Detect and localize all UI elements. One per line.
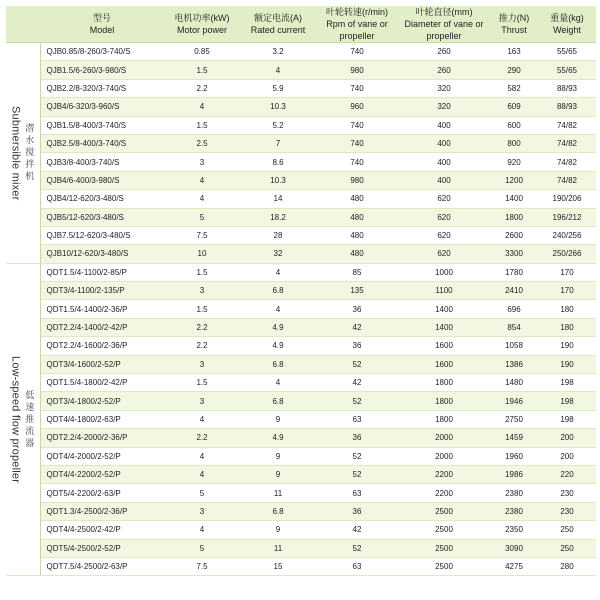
cell-weight: 170	[538, 282, 596, 300]
cell-rpm: 36	[316, 429, 398, 447]
table-row	[6, 300, 596, 318]
table-row	[6, 263, 596, 281]
cell-rated-current: 7	[240, 134, 316, 152]
group-label-zh: 低速推流器	[24, 389, 35, 450]
cell-motor-power: 1.5	[164, 300, 240, 318]
cell-model: QJB2.2/8-320/3-740/S	[40, 79, 164, 97]
cell-model: QDT2.2/4-1600/2-36/P	[40, 337, 164, 355]
group-label-zh: 潜水搅拌机	[24, 122, 35, 183]
cell-model: QJB3/8-400/3-740/S	[40, 153, 164, 171]
cell-model: QDT1.5/4-1800/2-42/P	[40, 374, 164, 392]
header-weight	[538, 6, 596, 43]
cell-motor-power: 2.5	[164, 134, 240, 152]
cell-diameter: 2000	[398, 447, 490, 465]
cell-motor-power: 4	[164, 410, 240, 428]
cell-thrust: 1946	[490, 392, 538, 410]
cell-diameter: 1100	[398, 282, 490, 300]
cell-model: QDT3/4-1800/2-52/P	[40, 392, 164, 410]
cell-rated-current: 32	[240, 245, 316, 263]
cell-motor-power: 5	[164, 539, 240, 557]
cell-model: QDT4/4-2200/2-52/P	[40, 465, 164, 483]
cell-rated-current: 9	[240, 521, 316, 539]
table-row	[6, 355, 596, 373]
cell-rpm: 36	[316, 300, 398, 318]
cell-model: QDT3/4-1600/2-52/P	[40, 355, 164, 373]
table-row	[6, 153, 596, 171]
cell-weight: 88/93	[538, 79, 596, 97]
cell-motor-power: 4	[164, 171, 240, 189]
cell-diameter: 2500	[398, 557, 490, 575]
header-thrust	[490, 6, 538, 43]
cell-weight: 74/82	[538, 116, 596, 134]
cell-thrust: 1400	[490, 190, 538, 208]
cell-thrust: 1986	[490, 465, 538, 483]
cell-rpm: 480	[316, 208, 398, 226]
cell-diameter: 400	[398, 171, 490, 189]
cell-motor-power: 5	[164, 484, 240, 502]
cell-rpm: 52	[316, 465, 398, 483]
cell-motor-power: 1.5	[164, 374, 240, 392]
cell-weight: 55/65	[538, 61, 596, 79]
cell-thrust: 2600	[490, 226, 538, 244]
cell-rated-current: 28	[240, 226, 316, 244]
header-diameter-zh: 叶轮直径(mm)	[415, 7, 473, 17]
table-row	[6, 190, 596, 208]
cell-model: QDT3/4-1100/2-135/P	[40, 282, 164, 300]
cell-thrust: 582	[490, 79, 538, 97]
cell-thrust: 854	[490, 318, 538, 336]
cell-weight: 190	[538, 337, 596, 355]
cell-diameter: 2200	[398, 484, 490, 502]
group-label-en: Low-speed flow propeller	[9, 355, 22, 484]
cell-diameter: 2000	[398, 429, 490, 447]
cell-weight: 280	[538, 557, 596, 575]
header-rated-current-zh: 额定电流(A)	[254, 13, 302, 23]
cell-motor-power: 10	[164, 245, 240, 263]
cell-diameter: 1400	[398, 300, 490, 318]
cell-motor-power: 4	[164, 465, 240, 483]
cell-rpm: 135	[316, 282, 398, 300]
table-row	[6, 61, 596, 79]
table-row	[6, 465, 596, 483]
cell-diameter: 1800	[398, 392, 490, 410]
cell-model: QJB10/12-620/3-480/S	[40, 245, 164, 263]
cell-rated-current: 4	[240, 374, 316, 392]
cell-model: QJB4/12-620/3-480/S	[40, 190, 164, 208]
cell-diameter: 620	[398, 190, 490, 208]
cell-weight: 55/65	[538, 43, 596, 61]
table-row	[6, 410, 596, 428]
cell-motor-power: 1.5	[164, 61, 240, 79]
cell-diameter: 1800	[398, 410, 490, 428]
table-row	[6, 116, 596, 134]
cell-diameter: 2500	[398, 539, 490, 557]
cell-diameter: 1600	[398, 355, 490, 373]
cell-diameter: 320	[398, 98, 490, 116]
cell-thrust: 1780	[490, 263, 538, 281]
cell-diameter: 1800	[398, 374, 490, 392]
cell-weight: 74/82	[538, 171, 596, 189]
cell-motor-power: 2.2	[164, 79, 240, 97]
cell-thrust: 800	[490, 134, 538, 152]
header-model	[40, 6, 164, 43]
cell-weight: 240/256	[538, 226, 596, 244]
cell-thrust: 1800	[490, 208, 538, 226]
cell-rpm: 740	[316, 134, 398, 152]
cell-diameter: 320	[398, 79, 490, 97]
cell-model: QDT4/4-2500/2-42/P	[40, 521, 164, 539]
cell-rated-current: 15	[240, 557, 316, 575]
cell-model: QJB4/6-400/3-980/S	[40, 171, 164, 189]
cell-rpm: 42	[316, 318, 398, 336]
cell-rpm: 740	[316, 79, 398, 97]
cell-thrust: 163	[490, 43, 538, 61]
cell-rpm: 52	[316, 539, 398, 557]
header-diameter-en: Diameter of vane or propeller	[404, 19, 484, 41]
cell-weight: 198	[538, 392, 596, 410]
cell-rated-current: 4	[240, 300, 316, 318]
cell-motor-power: 1.5	[164, 263, 240, 281]
cell-rpm: 480	[316, 190, 398, 208]
cell-model: QJB2.5/8-400/3-740/S	[40, 134, 164, 152]
cell-rated-current: 9	[240, 465, 316, 483]
cell-thrust: 696	[490, 300, 538, 318]
header-diameter	[398, 6, 490, 43]
cell-model: QDT1.3/4-2500/2-36/P	[40, 502, 164, 520]
cell-thrust: 1386	[490, 355, 538, 373]
header-motor-power-zh: 电机功率(kW)	[174, 13, 230, 23]
cell-rpm: 52	[316, 447, 398, 465]
cell-thrust: 1960	[490, 447, 538, 465]
cell-thrust: 290	[490, 61, 538, 79]
cell-diameter: 260	[398, 43, 490, 61]
cell-model: QJB7.5/12-620/3-480/S	[40, 226, 164, 244]
cell-weight: 198	[538, 410, 596, 428]
cell-model: QJB5/12-620/3-480/S	[40, 208, 164, 226]
cell-model: QDT2.2/4-2000/2-36/P	[40, 429, 164, 447]
table-row	[6, 521, 596, 539]
cell-thrust: 1480	[490, 374, 538, 392]
cell-weight: 230	[538, 502, 596, 520]
cell-motor-power: 2.2	[164, 429, 240, 447]
cell-model: QJB0.85/8-260/3-740/S	[40, 43, 164, 61]
cell-rated-current: 6.8	[240, 392, 316, 410]
cell-diameter: 400	[398, 153, 490, 171]
cell-rated-current: 5.9	[240, 79, 316, 97]
cell-rpm: 980	[316, 171, 398, 189]
cell-weight: 190	[538, 355, 596, 373]
cell-thrust: 2380	[490, 502, 538, 520]
cell-rpm: 480	[316, 245, 398, 263]
cell-thrust: 3090	[490, 539, 538, 557]
cell-rated-current: 11	[240, 484, 316, 502]
cell-rpm: 36	[316, 502, 398, 520]
cell-rated-current: 6.8	[240, 502, 316, 520]
spec-body	[6, 43, 596, 576]
cell-rated-current: 10.3	[240, 98, 316, 116]
cell-weight: 196/212	[538, 208, 596, 226]
table-row	[6, 392, 596, 410]
header-weight-zh: 重量(kg)	[550, 13, 584, 23]
cell-diameter: 620	[398, 226, 490, 244]
cell-rated-current: 4	[240, 61, 316, 79]
cell-weight: 220	[538, 465, 596, 483]
cell-weight: 250/266	[538, 245, 596, 263]
cell-model: QDT2.2/4-1400/2-42/P	[40, 318, 164, 336]
table-row	[6, 208, 596, 226]
cell-motor-power: 3	[164, 282, 240, 300]
cell-diameter: 1600	[398, 337, 490, 355]
cell-rpm: 980	[316, 61, 398, 79]
cell-rated-current: 4.9	[240, 429, 316, 447]
cell-motor-power: 7.5	[164, 557, 240, 575]
cell-diameter: 260	[398, 61, 490, 79]
table-row	[6, 484, 596, 502]
header-group-corner	[6, 6, 40, 43]
cell-weight: 74/82	[538, 153, 596, 171]
table-row	[6, 43, 596, 61]
table-row	[6, 429, 596, 447]
cell-weight: 170	[538, 263, 596, 281]
cell-thrust: 1058	[490, 337, 538, 355]
cell-rated-current: 6.8	[240, 355, 316, 373]
cell-motor-power: 2.2	[164, 337, 240, 355]
cell-motor-power: 4	[164, 98, 240, 116]
cell-rated-current: 4	[240, 263, 316, 281]
cell-thrust: 2350	[490, 521, 538, 539]
cell-motor-power: 3	[164, 502, 240, 520]
table-row	[6, 374, 596, 392]
cell-rated-current: 4.9	[240, 318, 316, 336]
header-motor-power-en: Motor power	[176, 25, 228, 35]
cell-thrust: 2410	[490, 282, 538, 300]
cell-rpm: 740	[316, 43, 398, 61]
cell-rpm: 63	[316, 557, 398, 575]
header-model-zh: 型号	[92, 13, 111, 23]
cell-diameter: 1400	[398, 318, 490, 336]
cell-weight: 250	[538, 539, 596, 557]
header-rated-current-en: Rated current	[250, 25, 306, 35]
header-motor-power	[164, 6, 240, 43]
cell-thrust: 609	[490, 98, 538, 116]
cell-model: QDT1.5/4-1400/2-36/P	[40, 300, 164, 318]
header-row	[6, 6, 596, 43]
header-thrust-en: Thrust	[501, 25, 527, 35]
table-row	[6, 502, 596, 520]
spec-table	[6, 6, 596, 576]
cell-model: QDT7.5/4-2500/2-63/P	[40, 557, 164, 575]
cell-rpm: 42	[316, 521, 398, 539]
cell-rpm: 52	[316, 355, 398, 373]
table-row	[6, 226, 596, 244]
cell-diameter: 620	[398, 208, 490, 226]
table-row	[6, 98, 596, 116]
cell-weight: 200	[538, 429, 596, 447]
cell-motor-power: 3	[164, 153, 240, 171]
table-row	[6, 245, 596, 263]
cell-rpm: 52	[316, 392, 398, 410]
table-row	[6, 539, 596, 557]
cell-weight: 180	[538, 318, 596, 336]
cell-motor-power: 4	[164, 521, 240, 539]
cell-thrust: 4275	[490, 557, 538, 575]
cell-motor-power: 7.5	[164, 226, 240, 244]
cell-weight: 88/93	[538, 98, 596, 116]
cell-rpm: 960	[316, 98, 398, 116]
cell-model: QJB1.5/6-260/3-980/S	[40, 61, 164, 79]
cell-diameter: 400	[398, 116, 490, 134]
table-row	[6, 447, 596, 465]
header-rpm-en: Rpm of vane or propeller	[326, 19, 388, 41]
cell-thrust: 600	[490, 116, 538, 134]
group-label-cell	[6, 263, 40, 576]
cell-motor-power: 3	[164, 392, 240, 410]
cell-weight: 250	[538, 521, 596, 539]
cell-rpm: 85	[316, 263, 398, 281]
cell-motor-power: 1.5	[164, 116, 240, 134]
cell-rpm: 63	[316, 484, 398, 502]
cell-diameter: 2200	[398, 465, 490, 483]
cell-diameter: 620	[398, 245, 490, 263]
cell-rated-current: 5.2	[240, 116, 316, 134]
cell-motor-power: 4	[164, 190, 240, 208]
header-rpm	[316, 6, 398, 43]
header-weight-en: Weight	[553, 25, 581, 35]
cell-weight: 180	[538, 300, 596, 318]
cell-model: QDT4/4-2000/2-52/P	[40, 447, 164, 465]
cell-rpm: 42	[316, 374, 398, 392]
group-label-cell	[6, 43, 40, 264]
cell-weight: 190/206	[538, 190, 596, 208]
cell-thrust: 2380	[490, 484, 538, 502]
cell-rated-current: 14	[240, 190, 316, 208]
cell-weight: 200	[538, 447, 596, 465]
cell-motor-power: 0.85	[164, 43, 240, 61]
table-row	[6, 318, 596, 336]
header-rpm-zh: 叶轮转速(r/min)	[326, 7, 388, 17]
table-row	[6, 134, 596, 152]
header-model-en: Model	[89, 25, 115, 35]
cell-rated-current: 9	[240, 447, 316, 465]
cell-diameter: 400	[398, 134, 490, 152]
cell-model: QJB1.5/8-400/3-740/S	[40, 116, 164, 134]
cell-motor-power: 5	[164, 208, 240, 226]
group-label-en: Submersible mixer	[9, 105, 22, 201]
cell-motor-power: 3	[164, 355, 240, 373]
table-row	[6, 171, 596, 189]
cell-rated-current: 8.6	[240, 153, 316, 171]
table-row	[6, 79, 596, 97]
cell-weight: 198	[538, 374, 596, 392]
cell-rpm: 740	[316, 153, 398, 171]
cell-diameter: 2500	[398, 502, 490, 520]
cell-motor-power: 2.2	[164, 318, 240, 336]
cell-thrust: 1200	[490, 171, 538, 189]
cell-model: QDT4/4-1800/2-63/P	[40, 410, 164, 428]
cell-weight: 230	[538, 484, 596, 502]
cell-rpm: 63	[316, 410, 398, 428]
cell-rated-current: 9	[240, 410, 316, 428]
cell-rated-current: 18.2	[240, 208, 316, 226]
cell-thrust: 1459	[490, 429, 538, 447]
table-row	[6, 337, 596, 355]
header-thrust-zh: 推力(N)	[498, 13, 530, 23]
table-row	[6, 557, 596, 575]
cell-rated-current: 10.3	[240, 171, 316, 189]
cell-thrust: 2750	[490, 410, 538, 428]
cell-thrust: 3300	[490, 245, 538, 263]
cell-model: QDT1.5/4-1100/2-85/P	[40, 263, 164, 281]
cell-model: QDT5/4-2500/2-52/P	[40, 539, 164, 557]
cell-rated-current: 4.9	[240, 337, 316, 355]
cell-thrust: 920	[490, 153, 538, 171]
cell-rpm: 36	[316, 337, 398, 355]
cell-rpm: 740	[316, 116, 398, 134]
header-rated-current	[240, 6, 316, 43]
cell-diameter: 1000	[398, 263, 490, 281]
table-row	[6, 282, 596, 300]
cell-rpm: 480	[316, 226, 398, 244]
cell-motor-power: 4	[164, 447, 240, 465]
cell-model: QDT5/4-2200/2-63/P	[40, 484, 164, 502]
cell-model: QJB4/6-320/3-960/S	[40, 98, 164, 116]
cell-rated-current: 6.8	[240, 282, 316, 300]
cell-diameter: 2500	[398, 521, 490, 539]
cell-weight: 74/82	[538, 134, 596, 152]
cell-rated-current: 11	[240, 539, 316, 557]
cell-rated-current: 3.2	[240, 43, 316, 61]
